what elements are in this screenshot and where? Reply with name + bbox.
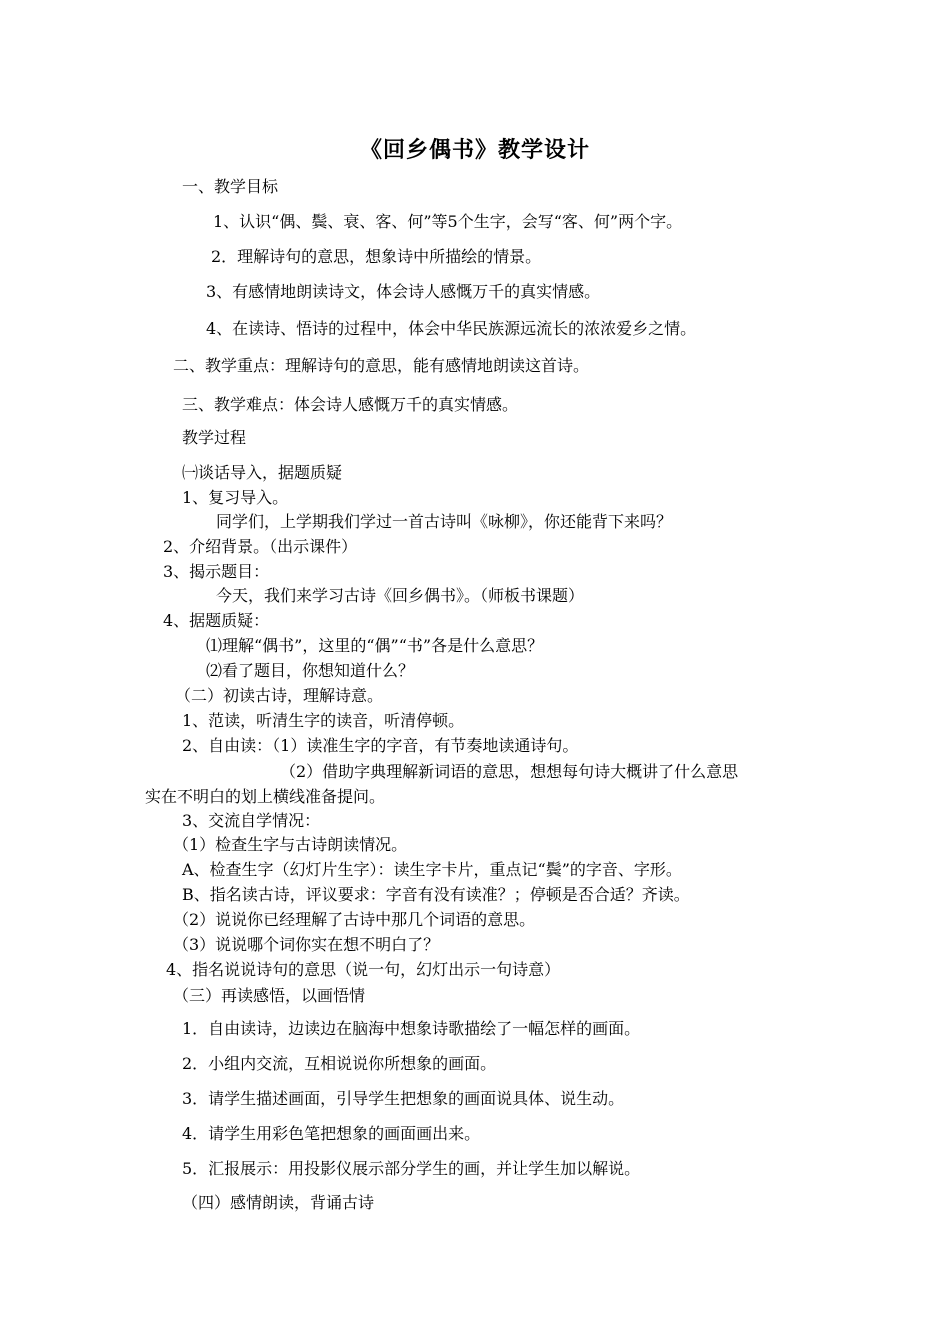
section-heading-process: 教学过程 [182,428,247,447]
list-item: 1、复习导入。 [182,488,289,507]
list-item: ⑴理解“偶书”，这里的“偶”“书”各是什么意思？ [206,636,544,655]
objective-1: 1、认识“偶、鬓、衰、客、何”等5个生字，会写“客、何”两个字。 [213,212,683,231]
section-heading-objectives: 一、教学目标 [182,177,279,196]
list-item: 3、揭示题目： [163,562,270,581]
list-item: 3．请学生描述画面，引导学生把想象的画面说具体、说生动。 [182,1089,625,1108]
list-item: ⑵看了题目，你想知道什么？ [206,661,415,680]
step-heading-3: （三）再读感悟，以画悟情 [173,986,366,1005]
list-item: 1、范读，听清生字的读音，听清停顿。 [182,711,465,730]
list-item: 3、交流自学情况： [182,811,321,830]
list-item: 2．小组内交流，互相说说你所想象的画面。 [182,1054,497,1073]
step-heading-2: （二）初读古诗，理解诗意。 [175,686,384,705]
list-item: （2）说说你已经理解了古诗中那几个词语的意思。 [173,910,536,929]
list-item: （2）借助字典理解新词语的意思，想想每句诗大概讲了什么意思 [280,762,739,781]
objective-2: 2．理解诗句的意思，想象诗中所描绘的情景。 [211,247,542,266]
list-item: 今天，我们来学习古诗《回乡偶书》。（师板书课题） [216,586,585,605]
step-heading-1: ㈠谈话导入，据题质疑 [182,463,343,482]
section-heading-key-points: 二、教学重点：理解诗句的意思，能有感情地朗读这首诗。 [173,356,590,375]
list-item: 4、指名说说诗句的意思（说一句，幻灯出示一句诗意） [166,960,561,979]
list-item: 实在不明白的划上横线准备提问。 [145,787,386,806]
objective-3: 3、有感情地朗读诗文，体会诗人感慨万千的真实情感。 [206,282,601,301]
list-item: （1）检查生字与古诗朗读情况。 [173,835,408,854]
list-item: （3）说说哪个词你实在想不明白了？ [173,935,440,954]
step-heading-4: （四）感情朗读，背诵古诗 [182,1193,375,1212]
list-item: 2、介绍背景。（出示课件） [163,537,358,556]
list-item: 4、据题质疑： [163,611,270,630]
list-item: 5．汇报展示：用投影仪展示部分学生的画，并让学生加以解说。 [182,1159,641,1178]
document-title: 《回乡偶书》教学设计 [359,138,590,163]
list-item: 1．自由读诗，边读边在脑海中想象诗歌描绘了一幅怎样的画面。 [182,1019,641,1038]
list-item: 4．请学生用彩色笔把想象的画面画出来。 [182,1124,481,1143]
list-item: 2、自由读：（1）读准生字的字音，有节奏地读通诗句。 [182,736,579,755]
list-item: 同学们，上学期我们学过一首古诗叫《咏柳》，你还能背下来吗？ [216,512,673,531]
list-item: A、检查生字（幻灯片生字）：读生字卡片，重点记“鬓”的字音、字形。 [182,860,682,879]
section-heading-difficulties: 三、教学难点：体会诗人感慨万千的真实情感。 [182,395,519,414]
list-item: B、指名读古诗，评议要求：字音有没有读准？；停顿是否合适？齐读。 [182,885,690,904]
objective-4: 4、在读诗、悟诗的过程中，体会中华民族源远流长的浓浓爱乡之情。 [206,319,697,338]
